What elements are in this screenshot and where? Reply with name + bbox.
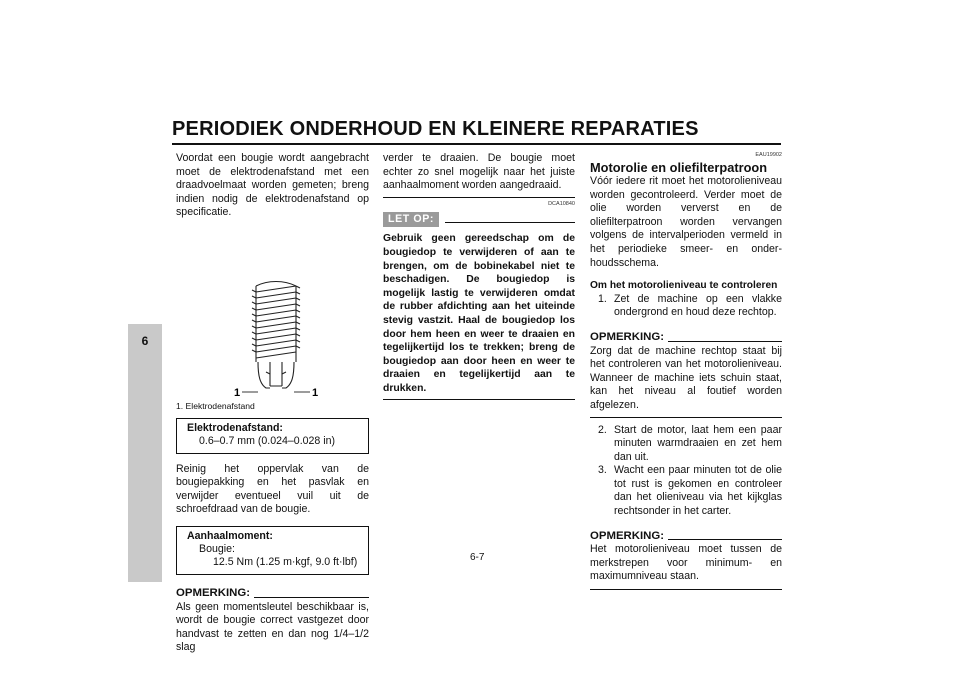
step-3-text: Wacht een paar minuten tot de olie tot rust is gekomen en controleer dan het olieniveau via het kijkglas rechtsonder in het carter. [614, 464, 782, 518]
gap-spec-value: 0.6–0.7 mm (0.024–0.028 in) [199, 434, 336, 447]
note-1-end-rule [590, 417, 782, 418]
note-2-heading [590, 530, 782, 544]
page-title: PERIODIEK ONDERHOUD EN KLEINERE REPARATIES [172, 118, 699, 140]
figure-label-left: 1 [234, 386, 241, 399]
spark-plug-intro: Voordat een bougie wordt aangebracht moet de elektrodenafstand met een draadvoelmaat worden gemeten; breng indien nodig de elektrodenafstand op specificatie. [176, 152, 369, 219]
note-label: OPMERKING: [176, 586, 251, 599]
column-3 [590, 152, 782, 590]
figure-label-right: 1 [312, 386, 319, 399]
note-rule [254, 597, 369, 598]
section-title: Motorolie en oliefilterpatroon [590, 160, 768, 175]
torque-spec-title: Aanhaalmoment: [187, 529, 273, 542]
note-2-end-rule [590, 589, 782, 590]
step-3 [590, 464, 782, 518]
step-2 [590, 424, 782, 465]
note-1-label: OPMERKING: [590, 330, 665, 343]
note-2-label: OPMERKING: [590, 529, 665, 542]
note-heading [176, 587, 369, 601]
section-rule [383, 197, 575, 198]
chapter-number: 6 [141, 334, 149, 348]
step-2-text: Start de motor, laat hem een paar minuten warmdraaien en zet hem dan uit. [614, 423, 782, 463]
column-2 [383, 152, 575, 400]
step-3-number: 3. [598, 464, 607, 477]
torque-continuation: verder te draaien. De bougie moet echter zo snel mogelijk naar het juiste aanhaalmoment worden aangedraaid. [383, 152, 575, 192]
caution-heading [383, 212, 575, 228]
note-1-heading [590, 331, 782, 345]
note-text: Als geen momentsleutel beschikbaar is, wordt de bougie correct vastgezet door handvast te zetten en dan nog 1/4–1/2 slag [176, 600, 369, 654]
torque-spec-item: Bougie: [199, 542, 235, 555]
page-number: 6-7 [470, 552, 485, 563]
gap-spec-title: Elektrodenafstand: [187, 421, 283, 434]
title-rule [172, 143, 781, 145]
note-2-text: Het motorolieniveau moet tussen de merkstrepen voor minimum- en maximumniveau staan. [590, 543, 782, 583]
note-1-rule [668, 341, 782, 342]
section-code: EAU19902 [755, 152, 782, 158]
caution-rule [445, 222, 575, 223]
step-1-text: Zet de machine op een vlakke ondergrond en houd deze rechtop. [614, 292, 782, 319]
gap-spec-box [176, 418, 369, 454]
torque-spec-value: 12.5 Nm (1.25 m·kgf, 9.0 ft·lbf) [213, 555, 358, 568]
chapter-tab [128, 324, 162, 582]
clean-instructions: Reinig het oppervlak van de bougiepakking en het pasvlak en verwijder eventueel vuil uit de schroefdraad van de bougie. [176, 462, 369, 516]
section-intro: Vóór iedere rit moet het motorolieniveau worden gecontroleerd. Verder moet de olie worden ververst en de oliefilterpatroon worden vervangen volgens de intervalperioden vermeld in het periodieke smeer- en onderhoudsschema. [590, 175, 782, 269]
step-1 [590, 293, 782, 320]
note-1-text: Zorg dat de machine rechtop staat bij het controleren van het motorolieniveau. Wanneer de machine iets schuin staat, kan het niveau al foutief worden afgelezen. [590, 344, 782, 411]
caution-code: DCA10840 [548, 200, 575, 207]
subheading: Om het motorolieniveau te controleren [590, 280, 778, 292]
step-1-number: 1. [598, 292, 607, 305]
caution-badge: LET OP: [383, 212, 439, 228]
torque-spec-box [176, 526, 369, 575]
step-2-number: 2. [598, 423, 607, 436]
caution-end-rule [383, 399, 575, 400]
caution-text: Gebruik geen gereedschap om de bougiedop te verwijderen of aan te brengen, om de bobinekabel niet te beschadigen. De bougiedop is mogelijk lastig te verwijderen omdat de rubber afdichting aan het uiteinde stevig vastzit. Haal de bougiedop los door hem heen en weer te draaien en tegelijkertijd los te trekken; breng de bougiedop aan door heen en weer te draaien en tegelijkertijd aan te drukken. [383, 233, 575, 394]
spark-plug-gap-illustration [176, 226, 369, 400]
column-1 [176, 152, 369, 655]
spark-plug-figure [176, 226, 369, 400]
note-2-rule [668, 539, 782, 540]
figure-caption: 1. Elektrodenafstand [176, 400, 255, 411]
